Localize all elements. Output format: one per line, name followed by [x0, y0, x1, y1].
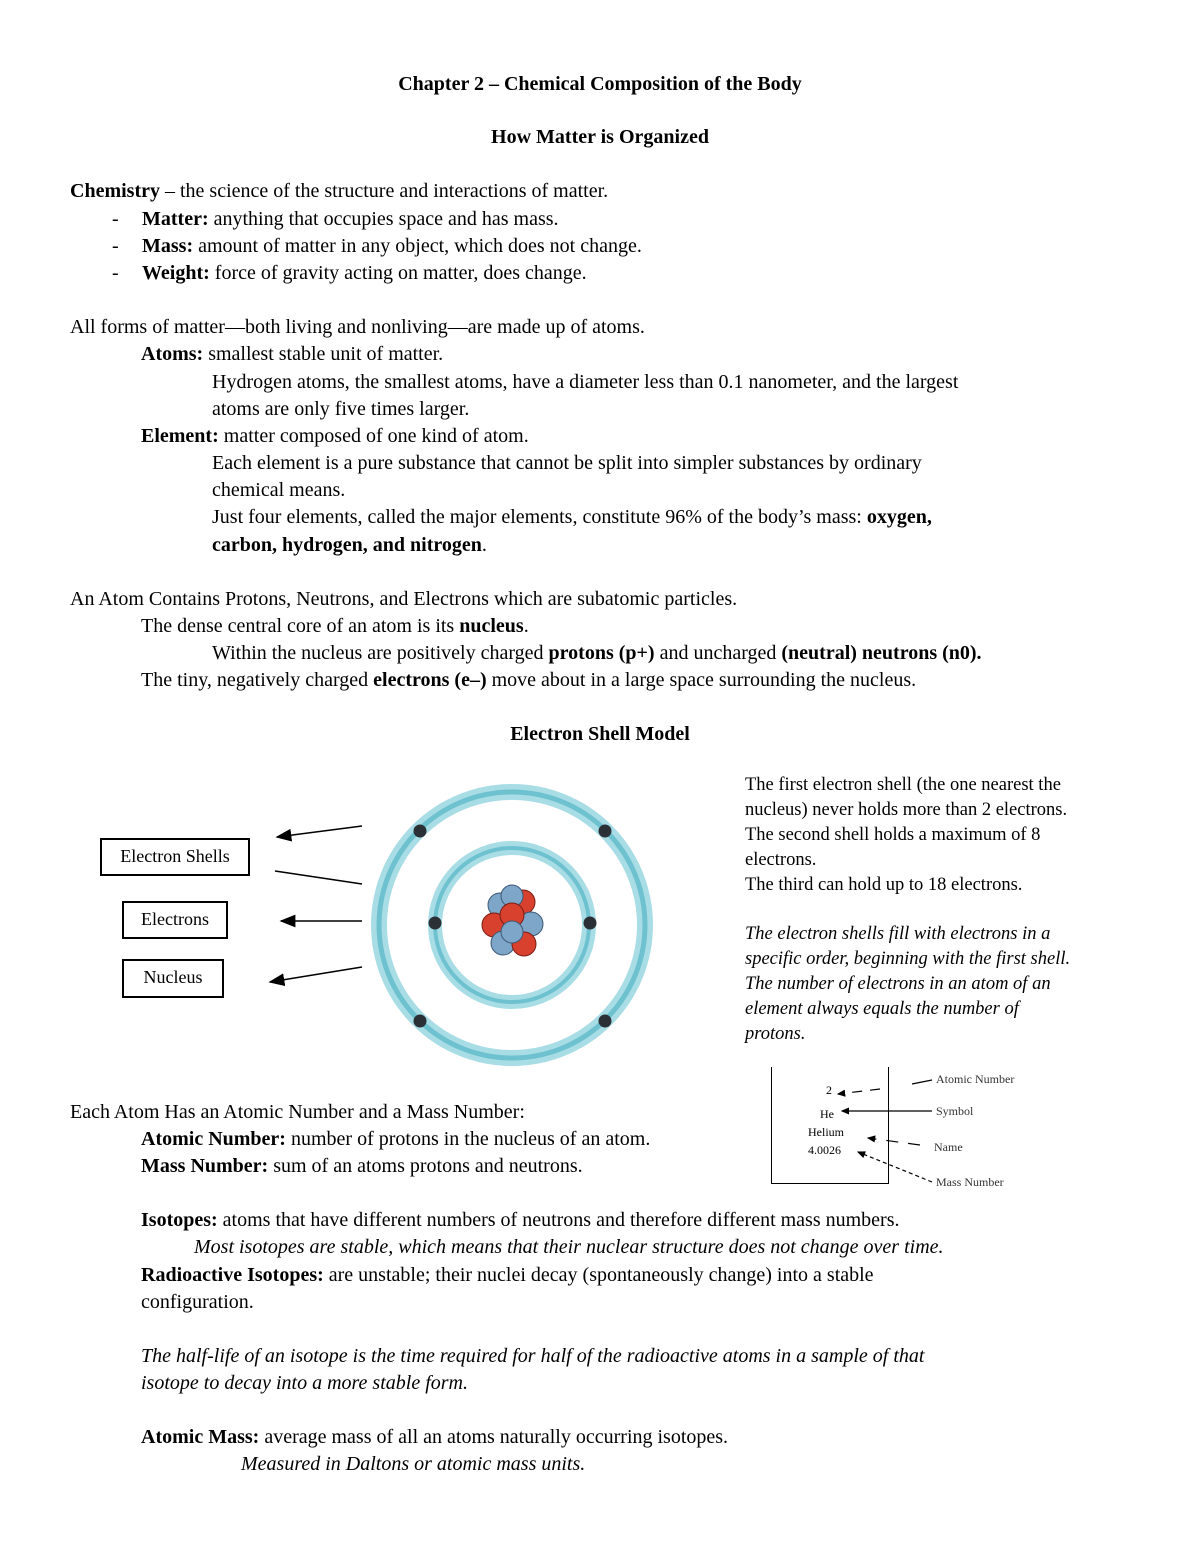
radioactive-def: are unstable; their nuclei decay (spontaneously change) into a stable — [323, 1264, 874, 1286]
label-nucleus: Nucleus — [122, 959, 224, 998]
shell-italic-5: protons. — [745, 1024, 806, 1044]
atomic-mass-definition — [141, 1424, 728, 1451]
hydrogen-line1: Hydrogen atoms, the smallest atoms, have a diameter less than 0.1 nanometer, and the largest — [212, 371, 959, 393]
page-title: Chapter 2 – Chemical Composition of the Body — [398, 73, 802, 95]
atoms-def: smallest stable unit of matter. — [203, 343, 444, 365]
atomic-mass-term: Atomic Mass: — [141, 1426, 260, 1448]
shell-note-1: The first electron shell (the one nearest the — [745, 775, 1061, 795]
key-arrow-name — [868, 1138, 920, 1145]
protons-term: protons (p+) — [548, 642, 655, 664]
hydrogen-line2: atoms are only five times larger. — [212, 398, 470, 420]
shell-italic-2: specific order, beginning with the first shell. — [745, 949, 1071, 969]
shell-italic-3: The number of electrons in an atom of an — [745, 974, 1051, 994]
shell-model-heading: Electron Shell Model — [510, 723, 690, 745]
chemistry-term: Chemistry — [70, 180, 160, 202]
bullet-def: force of gravity acting on matter, does change. — [209, 262, 587, 284]
key-arrow-number — [838, 1089, 880, 1094]
atomic-number-term: Atomic Number: — [141, 1128, 286, 1150]
shell-note-2: nucleus) never holds more than 2 electrons. — [745, 800, 1068, 820]
major-elements-bold: oxygen, — [866, 506, 932, 528]
key-label-name: Name — [934, 1140, 963, 1154]
half-life-line1: The half-life of an isotope is the time required for half of the radioactive atoms in a sample of that — [141, 1345, 925, 1367]
each-element-line1: Each element is a pure substance that cannot be split into simpler substances by ordinary — [212, 452, 922, 474]
chemistry-def: – the science of the structure and interactions of matter. — [159, 180, 609, 202]
shell-note-3: The second shell holds a maximum of 8 — [745, 825, 1041, 845]
isotopes-term: Isotopes: — [141, 1209, 218, 1231]
shell-note-4: electrons. — [745, 850, 817, 870]
element-def: matter composed of one kind of atom. — [218, 425, 529, 447]
half-life-line2: isotope to decay into a more stable form. — [141, 1372, 468, 1394]
element-number: 2 — [826, 1083, 832, 1097]
key-arrow-mass — [858, 1152, 932, 1182]
bullet-term: Weight: — [142, 262, 210, 284]
key-label-symbol: Symbol — [936, 1104, 974, 1118]
atom-contains-text: An Atom Contains Protons, Neutrons, and Electrons which are subatomic particles. — [70, 588, 738, 610]
section-heading-matter: How Matter is Organized — [491, 126, 709, 148]
stable-isotopes-note: Most isotopes are stable, which means that their nuclear structure does not change over time. — [194, 1236, 944, 1258]
major-elements-end: . — [481, 534, 487, 556]
bullet-dash: - — [112, 208, 119, 230]
major-elements-text: Just four elements, called the major elements, constitute 96% of the body’s mass: — [212, 506, 867, 528]
radioactive-term: Radioactive Isotopes: — [141, 1264, 324, 1286]
each-element-line2: chemical means. — [212, 479, 346, 501]
within-pre: Within the nucleus are positively charged — [212, 642, 549, 664]
element-symbol: He — [820, 1107, 834, 1121]
shell-italic-1: The electron shells fill with electrons in a — [745, 924, 1051, 944]
mass-number-term: Mass Number: — [141, 1155, 269, 1177]
electrons-term: electrons (e–) — [373, 669, 487, 691]
atomic-number-intro: Each Atom Has an Atomic Number and a Mass Number: — [70, 1101, 525, 1123]
nucleus-term: nucleus — [459, 615, 524, 637]
element-name: Helium — [808, 1125, 844, 1139]
atomic-mass-def: average mass of all an atoms naturally occurring isotopes. — [259, 1426, 729, 1448]
key-label-atomic-number: Atomic Number — [936, 1072, 1015, 1086]
shell-note-5: The third can hold up to 18 electrons. — [745, 875, 1023, 895]
radioactive-definition — [141, 1262, 874, 1289]
all-forms-text: All forms of matter—both living and nonliving—are made up of atoms. — [70, 316, 645, 338]
element-mass: 4.0026 — [808, 1143, 841, 1157]
atoms-term: Atoms: — [141, 343, 204, 365]
tiny-end: move about in a large space surrounding the nucleus. — [486, 669, 917, 691]
shell-italic-4: element always equals the number of — [745, 999, 1019, 1019]
atomic-number-definition — [141, 1126, 650, 1153]
bullet-dash: - — [112, 235, 119, 257]
label-electron-shells: Electron Shells — [100, 838, 250, 876]
bullet-term: Mass: — [142, 235, 194, 257]
isotopes-definition — [141, 1207, 900, 1234]
key-line — [912, 1080, 932, 1084]
configuration-text: configuration. — [141, 1291, 254, 1313]
mass-number-definition — [141, 1153, 583, 1180]
nucleus-end: . — [523, 615, 529, 637]
element-term: Element: — [141, 425, 219, 447]
bullet-term: Matter: — [142, 208, 209, 230]
key-label-mass-number: Mass Number — [936, 1175, 1004, 1189]
atomic-number-def: number of protons in the nucleus of an atom. — [285, 1128, 651, 1150]
bullet-def: amount of matter in any object, which does not change. — [193, 235, 642, 257]
tiny-pre: The tiny, negatively charged — [141, 669, 374, 691]
nucleus-pre: The dense central core of an atom is its — [141, 615, 460, 637]
label-electrons: Electrons — [122, 901, 228, 939]
neutrons-term: (neutral) neutrons (n0). — [781, 642, 982, 664]
bullet-dash: - — [112, 262, 119, 284]
mass-number-def: sum of an atoms protons and neutrons. — [268, 1155, 583, 1177]
major-elements-bold2: carbon, hydrogen, and nitrogen — [212, 534, 482, 556]
isotopes-def: atoms that have different numbers of neutrons and therefore different mass numbers. — [217, 1209, 900, 1231]
bullet-def: anything that occupies space and has mass. — [208, 208, 559, 230]
daltons-note: Measured in Daltons or atomic mass units. — [241, 1453, 586, 1475]
within-mid: and uncharged — [654, 642, 782, 664]
